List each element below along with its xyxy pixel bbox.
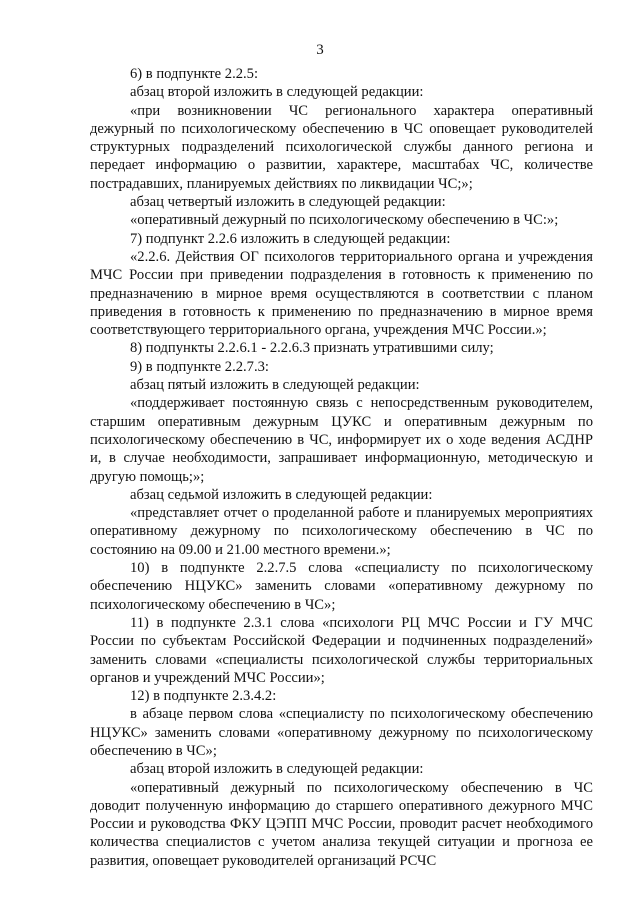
paragraph: 10) в подпункте 2.2.7.5 слова «специалисту по психологическому обеспечению НЦУКС» заменить словами «оперативному дежурному по психологическому обеспечению в ЧС»; [90, 560, 593, 613]
paragraph: «поддерживает постоянную связь с непосредственным руководителем, старшим оперативным дежурным ЦУКС и оперативным дежурным по психологическому обеспечению в ЧС, информирует их о ходе ведения АСДНР и, в случае необходимости, запрашивает информационную, методическую и другую помощь;»; [90, 395, 593, 485]
paragraph: в абзаце первом слова «специалисту по психологическому обеспечению НЦУКС» заменить словами «оперативному дежурному по психологическому обеспечению в ЧС»; [90, 706, 593, 759]
paragraph: 11) в подпункте 2.3.1 слова «психологи РЦ МЧС России и ГУ МЧС России по субъектам Российской Федерации и подчиненных подразделений» заменить словами «специалисты психологической службы территориальных органов и учреждений МЧС России»; [90, 614, 593, 686]
paragraph: 9) в подпункте 2.2.7.3: [130, 358, 269, 375]
paragraph: абзац четвертый изложить в следующей редакции: [130, 194, 446, 211]
paragraph: «представляет отчет о проделанной работе и планируемых мероприятиях оперативному дежурному по психологическому обеспечению в ЧС по состоянию на 09.00 и 21.00 местного времени.»; [90, 505, 593, 558]
paragraph: 7) подпункт 2.2.6 изложить в следующей редакции: [130, 230, 451, 247]
paragraph: 12) в подпункте 2.3.4.2: [130, 688, 277, 705]
paragraph: «оперативный дежурный по психологическому обеспечению в ЧС доводит полученную информацию до старшего оперативного дежурного МЧС России и руководства ФКУ ЦЭПП МЧС России, проводит расчет необходимого количества специалистов с учетом анализа текущей ситуации и прогноза ее развития, оповещает руководителей организаций РСЧС [90, 779, 593, 869]
paragraph: 8) подпункты 2.2.6.1 - 2.2.6.3 признать утратившими силу; [130, 340, 494, 357]
paragraph: «оперативный дежурный по психологическому обеспечению в ЧС:»; [130, 212, 559, 229]
paragraph: «при возникновении ЧС регионального характера оперативный дежурный по психологическому обеспечению в ЧС оповещает руководителей структурных подразделений психологической службы данного региона и передает информацию о развитии, характере, масштабах ЧС, количестве пострадавших, планируемых действиях по ликвидации ЧС;»; [90, 102, 593, 192]
paragraph: абзац второй изложить в следующей редакции: [130, 761, 424, 778]
paragraph: абзац второй изложить в следующей редакции: [130, 84, 424, 101]
document-body [90, 65, 593, 870]
paragraph: «2.2.6. Действия ОГ психологов территориального органа и учреждения МЧС России при приведении подразделения в готовность к применению по предназначению в мирное время осуществляются в соответствии с планом приведения в готовность к применению по предназначению в мирное время соответствующего территориального органа, учреждения МЧС России.»; [90, 248, 593, 339]
page-number: 3 [316, 42, 324, 58]
paragraph: 6) в подпункте 2.2.5: [130, 66, 259, 82]
paragraph: абзац пятый изложить в следующей редакции: [130, 377, 420, 394]
paragraph: абзац седьмой изложить в следующей редакции: [130, 486, 433, 503]
